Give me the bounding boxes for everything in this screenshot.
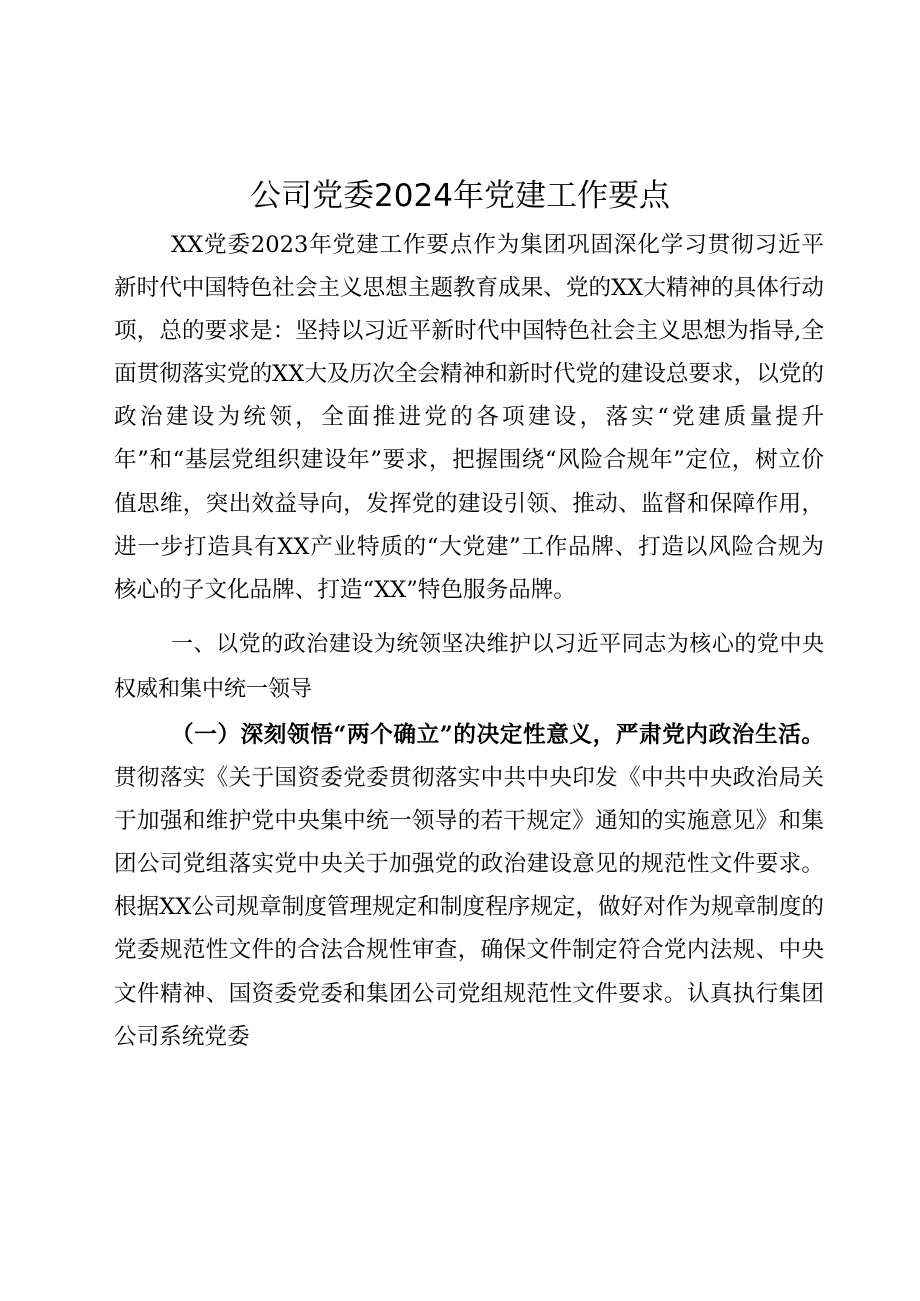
subsection-lead: （一）深刻领悟“两个确立”的决定性意义，严肃党内政治生活。 [171,722,824,748]
subsection-paragraph [114,714,824,1059]
section-heading: 一、以党的政治建设为统领坚决维护以习近平同志为核心的党中央权威和集中统一领导 [114,632,824,702]
document-title: 公司党委2024年党建工作要点 [250,178,670,214]
subsection-body: 贯彻落实《关于国资委党委贯彻落实中共中央印发《中共中央政治局关于加强和维护党中央集中统一领导的若干规定》通知的实施意见》和集团公司党组落实党中央关于加强党的政治建设意见的规范性文件要求。根据XX公司规章制度管理规定和制度程序规定，做好对作为规章制度的党委规范性文件的合法合规性审查，确保文件制定符合党内法规、中央文件精神、国资委党委和集团公司党组规范性文件要求。认真执行集团公司系统党委 [114,765,824,1050]
intro-paragraph: XX党委2023年党建工作要点作为集团巩固深化学习贯彻习近平新时代中国特色社会主义思想主题教育成果、党的XX大精神的具体行动项，总的要求是：坚持以习近平新时代中国特色社会主义思想为指导,全面贯彻落实党的XX大及历次全会精神和新时代党的建设总要求，以党的政治建设为统领，全面推进党的各项建设，落实“党建质量提升年”和“基层党组织建设年”要求，把握围绕“风险合规年”定位，树立价值思维，突出效益导向，发挥党的建设引领、推动、监督和保障作用，进一步打造具有XX产业特质的“大党建”工作品牌、打造以风险合规为核心的子文化品牌、打造“XX”特色服务品牌。 [114,232,824,603]
